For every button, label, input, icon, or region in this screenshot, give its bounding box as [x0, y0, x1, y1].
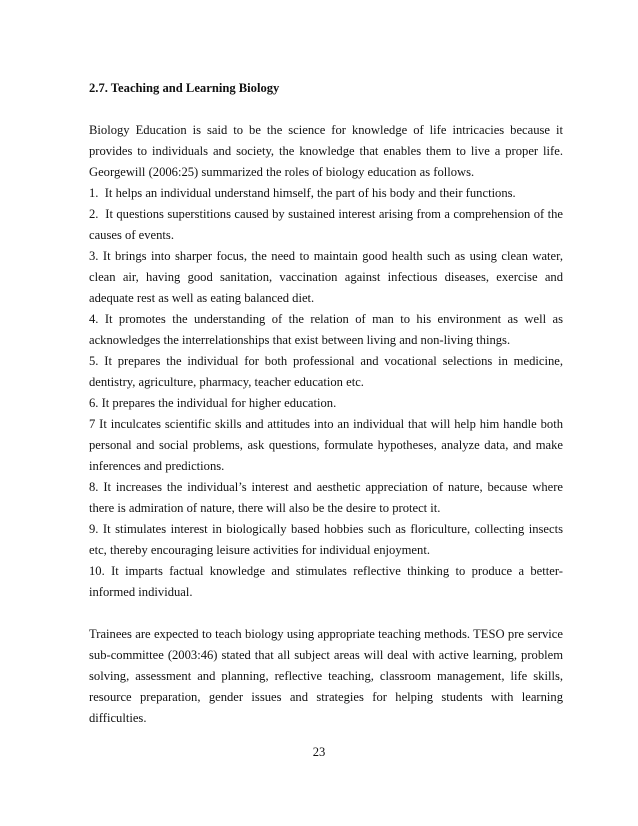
- section-heading: 2.7. Teaching and Learning Biology: [89, 81, 280, 95]
- list-item: 4. It promotes the understanding of the relation of man to his environment as well as acknowledges the interrelationships that exist between living and non-living things.: [89, 312, 563, 347]
- paragraph-gap: [89, 603, 563, 624]
- list-item: 9. It stimulates interest in biologically based hobbies such as floriculture, collecting insects etc, thereby encouraging leisure activities for individual enjoyment.: [89, 522, 563, 557]
- list-item: 2. It questions superstitions caused by sustained interest arising from a comprehension of the causes of events.: [89, 207, 563, 242]
- page-number: 23: [312, 745, 326, 759]
- list-item: 5. It prepares the individual for both professional and vocational selections in medicine, dentistry, agriculture, pharmacy, teacher education etc.: [89, 354, 563, 389]
- list-item: 8. It increases the individual’s interest and aesthetic appreciation of nature, because where there is admiration of nature, there will also be the desire to protect it.: [89, 480, 563, 515]
- roles-list: [89, 183, 563, 603]
- list-item: 1. It helps an individual understand himself, the part of his body and their functions.: [89, 186, 516, 200]
- closing-paragraph: Trainees are expected to teach biology using appropriate teaching methods. TESO pre service sub-committee (2003:46) stated that all subject areas will deal with active learning, problem solving, assessment and planning, reflective teaching, classroom management, life skills, resource preparation, gender issues and strategies for helping students with learning difficulties.: [89, 627, 563, 725]
- list-item: 10. It imparts factual knowledge and stimulates reflective thinking to produce a better-informed individual.: [89, 564, 563, 599]
- document-page: [89, 78, 563, 729]
- intro-paragraph: Biology Education is said to be the science for knowledge of life intricacies because it provides to individuals and society, the knowledge that enables them to live a proper life. Georgewill (2006:25) summarized the roles of biology education as follows.: [89, 123, 563, 179]
- list-item: 3. It brings into sharper focus, the need to maintain good health such as using clean water, clean air, having good sanitation, vaccination against infectious diseases, exercise and adequate rest as well as eating balanced diet.: [89, 249, 563, 305]
- list-item: 7 It inculcates scientific skills and attitudes into an individual that will help him handle both personal and social problems, ask questions, formulate hypotheses, analyze data, and make inferences and predictions.: [89, 417, 563, 473]
- list-item: 6. It prepares the individual for higher education.: [89, 396, 337, 410]
